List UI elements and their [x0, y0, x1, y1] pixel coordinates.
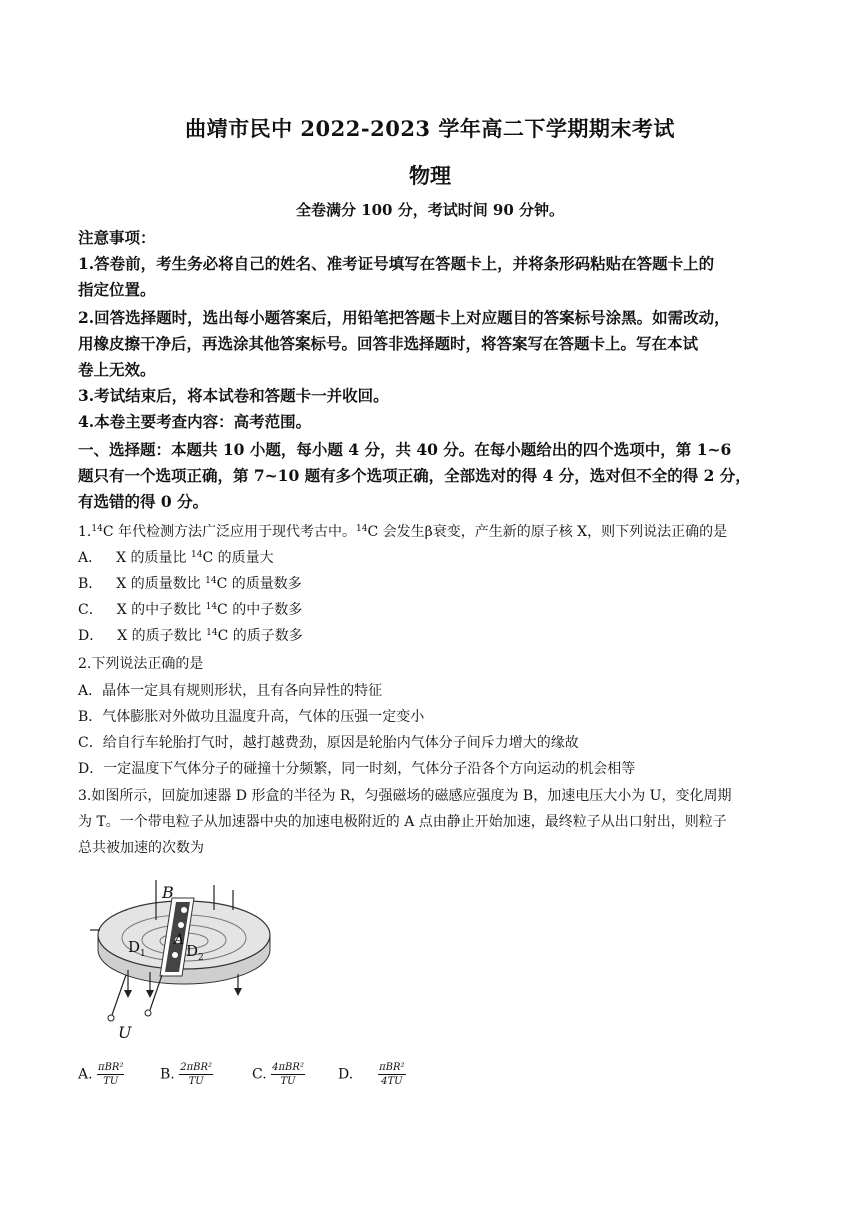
section-instructions: 有选错的得 0 分。: [78, 492, 209, 511]
notice-line: 4.本卷主要考查内容：高考范围。: [78, 412, 312, 431]
question-3-stem: 为 T。一个带电粒子从加速器中央的加速电极附近的 A 点由静止开始加速，最终粒子从出口射出，则粒子: [78, 814, 727, 830]
question-3-stem: 3.如图所示，回旋加速器 D 形盒的半径为 R，匀强磁场的磁感应强度为 B，加速电压大小为 U，变化周期: [78, 788, 732, 804]
question-3-option-c: C. $\frac{\text{4πBR²}}{TU}$: [252, 1062, 304, 1087]
label-d2: D: [186, 942, 199, 960]
notice-line: 2.回答选择题时，选出每小题答案后，用铅笔把答题卡上对应题目的答案标号涂黑。如需改动，: [78, 308, 730, 327]
notice-line: 1.答卷前，考生务必将自己的姓名、准考证号填写在答题卡上，并将条形码粘贴在答题卡上的: [78, 254, 715, 273]
full-score-note: 全卷满分 100 分，考试时间 90 分钟。: [295, 201, 565, 219]
label-a: A: [174, 932, 185, 948]
cyclotron-drawing: [86, 880, 276, 1040]
question-1-option-c: C． X 的中子数比 $^{14}$C 的中子数多: [78, 602, 303, 618]
notice-heading: 注意事项：: [78, 228, 156, 247]
label-d2-sub: 2: [198, 953, 204, 963]
question-3-option-d: D. $\frac{\text{πBR²}}{4TU}$: [338, 1062, 405, 1087]
question-1-stem: 1.14C 年代检测方法广泛应用于现代考古中。$^{14}$C 会发生β衰变，产生新的原子核 X，则下列说法正确的是: [78, 524, 728, 540]
label-u: U: [118, 1023, 132, 1040]
exam-title: 曲靖市民中 2022-2023 学年高二下学期期末考试: [185, 116, 675, 141]
label-d1-sub: 1: [140, 949, 146, 959]
label-d1: D: [128, 938, 141, 956]
notice-line: 3.考试结束后，将本试卷和答题卡一并收回。: [78, 386, 389, 405]
notice-line: 卷上无效。: [78, 360, 156, 379]
question-3-option-b: B. $\frac{\text{2πBR²}}{TU}$: [160, 1062, 213, 1087]
subject-title: 物理: [409, 163, 451, 188]
question-1-option-b: B． X 的质量数比 $^{14}$C 的质量数多: [78, 576, 302, 592]
question-2-option-b: B．气体膨胀对外做功且温度升高，气体的压强一定变小: [78, 709, 425, 725]
question-2-option-a: A．晶体一定具有规则形状，且有各向异性的特征: [78, 683, 383, 699]
notice-line: 用橡皮擦干净后，再选涂其他答案标号。回答非选择题时，将答案写在答题卡上。写在本试: [78, 334, 699, 353]
question-2-option-d: D．一定温度下气体分子的碰撞十分频繁，同一时刻，气体分子沿各个方向运动的机会相等: [78, 761, 636, 777]
question-2-stem: 2.下列说法正确的是: [78, 656, 204, 672]
section-instructions: 一、选择题：本题共 10 小题，每小题 4 分，共 40 分。在每小题给出的四个选项中，第 1~6: [78, 440, 732, 459]
cyclotron-diagram: [86, 880, 276, 1040]
notice-line: 指定位置。: [78, 280, 156, 299]
question-3-stem: 总共被加速的次数为: [78, 840, 204, 856]
question-3-option-a: A. $\frac{\text{πBR²}}{TU}$: [78, 1062, 124, 1087]
question-1-option-a: A． X 的质量比 $^{14}$C 的质量大: [78, 550, 274, 566]
question-2-option-c: C．给自行车轮胎打气时，越打越费劲，原因是轮胎内气体分子间斥力增大的缘故: [78, 735, 579, 751]
question-1-option-d: D． X 的质子数比 $^{14}$C 的质子数多: [78, 628, 303, 644]
label-b: B: [162, 883, 174, 902]
section-instructions: 题只有一个选项正确，第 7~10 题有多个选项正确，全部选对的得 4 分，选对但不全的得 2 分，: [78, 466, 751, 485]
